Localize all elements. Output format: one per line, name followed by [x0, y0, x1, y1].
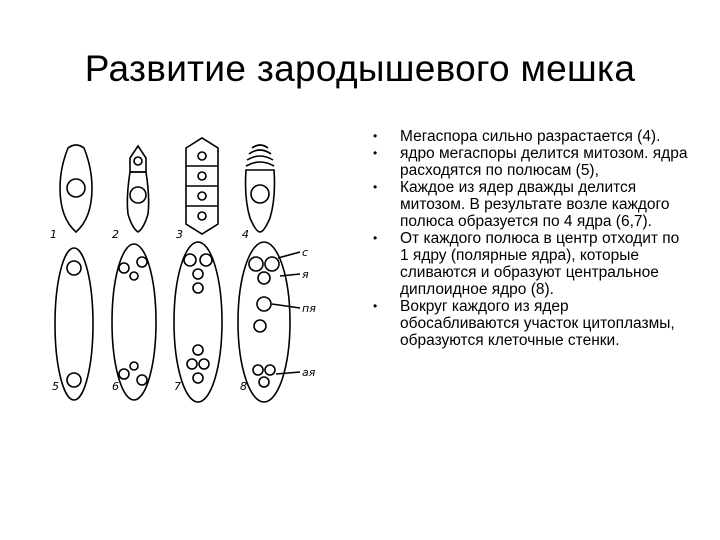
- bullet-text: ядро мегаспоры делится митозом. ядра расходятся по полюсам (5),: [400, 145, 688, 179]
- label-egg: я: [302, 268, 309, 281]
- bullet-text: Каждое из ядер дважды делится митозом. В результате возле каждого полюса образуется по 4 ядра (6,7).: [400, 179, 670, 230]
- stage-7-cell: [174, 242, 222, 402]
- bullet-icon: •: [373, 146, 378, 160]
- stage-number-6: 6: [112, 380, 119, 393]
- label-polar-nuclei: пя: [302, 302, 316, 315]
- label-synergid: с: [302, 246, 309, 259]
- bullet-icon: •: [373, 231, 378, 245]
- label-antipodal: ая: [302, 366, 316, 379]
- bullet-list: [368, 128, 688, 349]
- stage-1-cell: [60, 145, 92, 232]
- embryo-sac-diagram: [46, 128, 346, 408]
- stage-number-1: 1: [50, 228, 57, 241]
- list-item: [368, 128, 688, 145]
- list-item: [368, 179, 688, 230]
- slide-title: Развитие зародышевого мешка: [84, 48, 636, 89]
- stage-5-cell: [55, 248, 93, 400]
- list-item: [368, 145, 688, 179]
- stage-8-cell: [238, 242, 290, 402]
- list-item: [368, 298, 688, 349]
- stage-2-cell: [127, 146, 148, 232]
- bullet-icon: •: [373, 129, 378, 143]
- bullet-text: Вокруг каждого из ядер обосабливаются участок цитоплазмы, образуются клеточные стенки.: [400, 298, 675, 349]
- bullet-icon: •: [373, 299, 378, 313]
- bullet-icon: •: [373, 180, 378, 194]
- bullet-text: Мегаспора сильно разрастается (4).: [400, 128, 661, 145]
- stage-number-4: 4: [242, 228, 249, 241]
- list-item: [368, 230, 688, 298]
- stage-4-cell: [246, 145, 275, 232]
- stage-3-cell: [186, 138, 218, 234]
- bullet-text: От каждого полюса в центр отходит по 1 ядру (полярные ядра), которые сливаются и образуют центральное диплоидное ядро (8).: [400, 230, 680, 298]
- stage-number-2: 2: [112, 228, 119, 241]
- stage-number-8: 8: [240, 380, 247, 393]
- stage-number-5: 5: [52, 380, 59, 393]
- stage-number-7: 7: [174, 380, 181, 393]
- stage-number-3: 3: [176, 228, 183, 241]
- stage-6-cell: [112, 244, 156, 400]
